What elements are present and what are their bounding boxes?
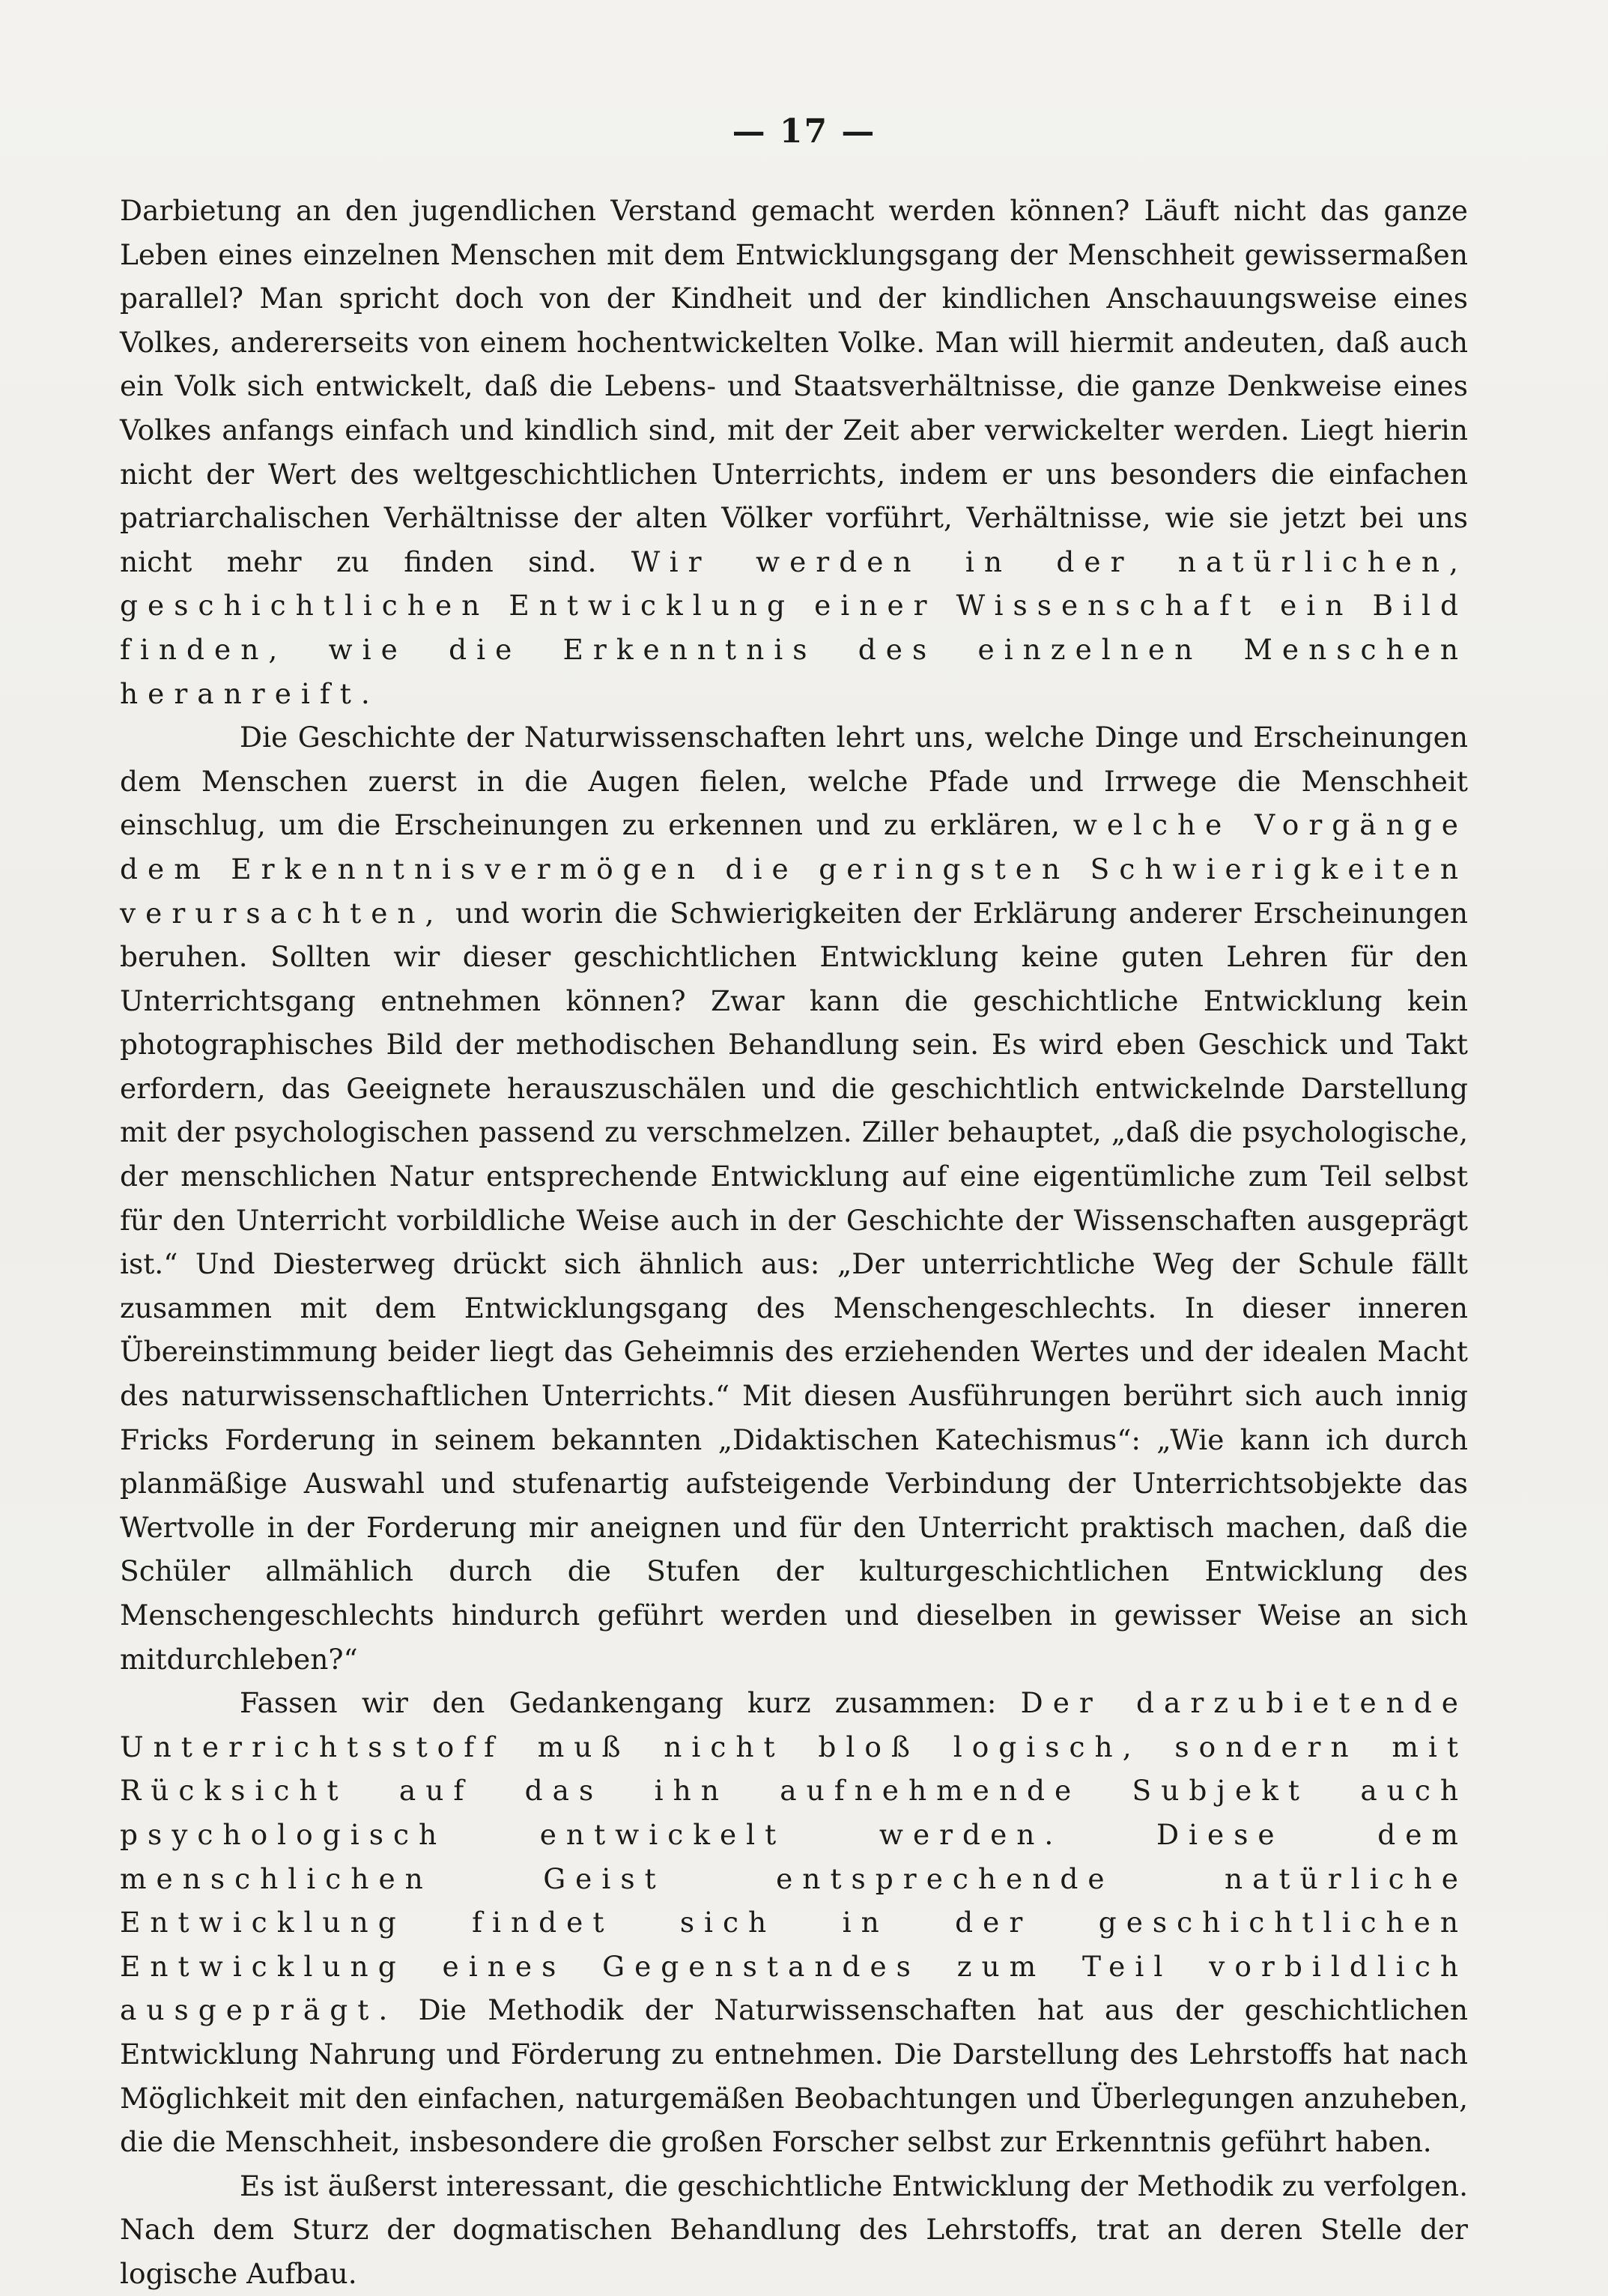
body-text [120,189,1468,2296]
page-number: — 17 — [732,112,876,151]
emphasized-text: Wir werden in der natürlichen, geschichtlichen Entwicklung einer Wissenschaft ein Bild finden, wie die Erkenntnis des einzelnen Menschen heranreift. [120,545,1468,710]
paragraph-text: Die Geschichte der Naturwissenschaften lehrt uns, welche Dinge und Erscheinungen dem Menschen zuerst in die Augen fielen, welche Pfade und Irrwege die Menschheit einschlug, um die Erscheinungen zu erkennen und zu erklären, [120,721,1468,842]
paragraph-3 [120,1681,1468,2164]
paragraph-text-continued: und worin die Schwierigkeiten der Erklärung anderer Erscheinungen beruhen. Sollten wir dieser geschichtlichen Entwicklung keine guten Lehren für den Unterrichtsgang entnehmen können? Zwar kann die geschichtliche Entwicklung kein photographisches Bild der methodischen Behandlung sein. Es wird eben Geschick und Takt erfordern, das Geeignete herauszuschälen und die geschichtlich entwickelnde Darstellung mit der psychologischen passend zu verschmelzen. Ziller behauptet, „daß die psychologische, der menschlichen Natur entsprechende Entwicklung auf eine eigentümliche zum Teil selbst für den Unterricht vorbildliche Weise auch in der Geschichte der Wissenschaften ausgeprägt ist.“ Und Diesterweg drückt sich ähnlich aus: „Der unterrichtliche Weg der Schule fällt zusammen mit dem Entwicklungsgang des Menschengeschlechts. In dieser inneren Übereinstimmung beider liegt das Geheimnis des erziehenden Wertes und der idealen Macht des naturwissenschaftlichen Unterrichts.“ Mit diesen Ausführungen berührt sich auch innig Fricks Forderung in seinem bekannten „Didaktischen Katechismus“: „Wie kann ich durch planmäßige Auswahl und stufenartig aufsteigende Verbindung der Unterrichtsobjekte das Wertvolle in der Forderung mir aneignen und für den Unterricht praktisch machen, daß die Schüler allmählich durch die Stufen der kulturgeschichtlichen Entwicklung des Menschengeschlechts hindurch geführt werden und dieselben in gewisser Weise an sich mitdurchleben?“ [120,896,1469,1676]
paragraph-2 [120,715,1468,1681]
paragraph-4 [120,2164,1468,2296]
paragraph-text: Darbietung an den jugendlichen Verstand gemacht werden können? Läuft nicht das ganze Leben eines einzelnen Menschen mit dem Entwicklungsgang der Menschheit gewissermaßen parallel? Man spricht doch von der Kindheit und der kindlichen Anschauungsweise eines Volkes, andererseits von einem hochentwickelten Volke. Man will hiermit andeuten, daß auch ein Volk sich entwickelt, daß die Lebens- und Staatsverhältnisse, die ganze Denkweise eines Volkes anfangs einfach und kindlich sind, mit der Zeit aber verwickelter werden. Liegt hierin nicht der Wert des weltgeschichtlichen Unterrichts, indem er uns besonders die einfachen patriarchalischen Verhältnisse der alten Völker vorführt, Verhältnisse, wie sie jetzt bei uns nicht mehr zu finden sind. [120,194,1468,578]
paragraph-text: Es ist äußerst interessant, die geschichtliche Entwicklung der Methodik zu verfolgen. Nach dem Sturz der dogmatischen Behandlung des Lehrstoffs, trat an deren Stelle der logische Aufbau. [120,2169,1468,2290]
paragraph-1 [120,189,1468,715]
paragraph-text-continued: Die Methodik der Naturwissenschaften hat aus der geschichtlichen Entwicklung Nahrung und Förderung zu entnehmen. Die Darstellung des Lehrstoffs hat nach Möglichkeit mit den einfachen, naturgemäßen Beobachtungen und Überlegungen anzuheben, die die Menschheit, insbesondere die großen Forscher selbst zur Erkenntnis geführt haben. [120,1993,1468,2159]
emphasized-text: Der darzubietende Unterrichtsstoff muß nicht bloß logisch, sondern mit Rücksicht auf das ihn aufnehmende Subjekt auch psychologisch entwickelt werden. Diese dem menschlichen Geist entsprechende natürliche Entwicklung findet sich in der geschichtlichen Entwicklung eines Gegenstandes zum Teil vorbildlich ausgeprägt. [120,1686,1469,2027]
paragraph-text: Fassen wir den Gedankengang kurz zusammen: [240,1686,997,1720]
emphasized-text: welche Vorgänge dem Erkenntnisvermögen die geringsten Schwierigkeiten verursachten, [120,808,1468,930]
